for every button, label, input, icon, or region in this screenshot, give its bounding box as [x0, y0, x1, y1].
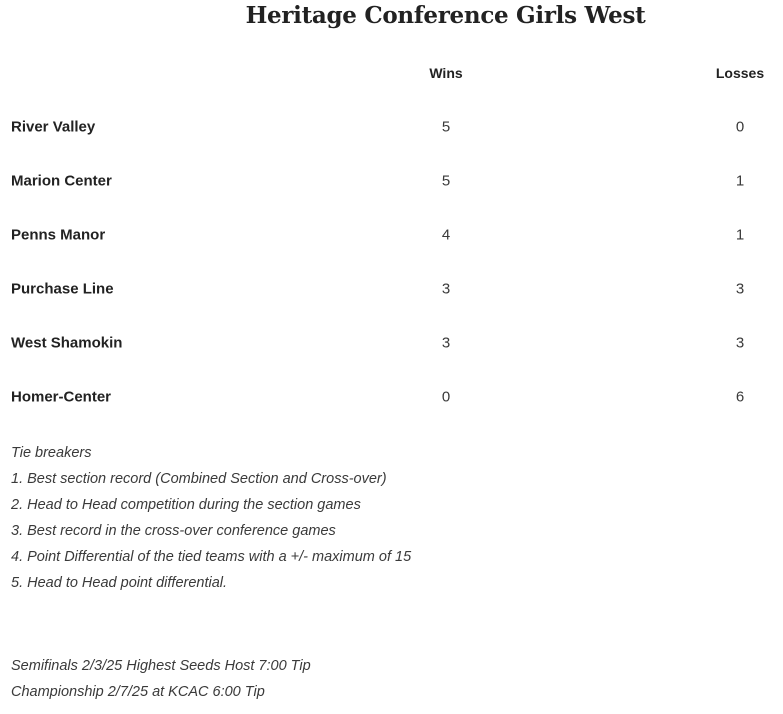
- losses-value: 1: [735, 172, 745, 190]
- page-title: Heritage Conference Girls West: [245, 2, 646, 29]
- tie-breaker-item: 4. Point Differential of the tied teams with a +/- maximum of 15: [11, 549, 412, 565]
- team-name: Marion Center: [11, 172, 112, 190]
- losses-value: 3: [735, 280, 745, 298]
- wins-value: 5: [441, 118, 451, 136]
- losses-value: 6: [735, 388, 745, 406]
- losses-value: 0: [735, 118, 745, 136]
- table-row: [0, 316, 783, 370]
- column-header-wins: Wins: [429, 65, 463, 81]
- wins-value: 3: [441, 280, 451, 298]
- wins-value: 0: [441, 388, 451, 406]
- tie-breaker-item: 3. Best record in the cross-over conference games: [11, 523, 336, 539]
- schedule-championship: Championship 2/7/25 at KCAC 6:00 Tip: [11, 684, 265, 700]
- table-row: [0, 208, 783, 262]
- table-row: [0, 262, 783, 316]
- table-row: [0, 370, 783, 424]
- losses-value: 1: [735, 226, 745, 244]
- table-header-row: [0, 46, 783, 100]
- team-name: Penns Manor: [11, 226, 106, 244]
- team-name: Purchase Line: [11, 280, 114, 298]
- tie-breaker-item: 1. Best section record (Combined Section and Cross-over): [11, 471, 387, 487]
- tie-breaker-item: 2. Head to Head competition during the section games: [11, 497, 361, 513]
- tie-breakers-section: [11, 440, 411, 596]
- table-row: [0, 154, 783, 208]
- team-name: Homer-Center: [11, 388, 112, 406]
- standings-table: [0, 46, 783, 424]
- team-name: West Shamokin: [11, 334, 123, 352]
- losses-value: 3: [735, 334, 745, 352]
- tie-breaker-item: 5. Head to Head point differential.: [11, 575, 228, 591]
- team-name: River Valley: [11, 118, 96, 136]
- schedule-section: [11, 653, 311, 705]
- wins-value: 4: [441, 226, 451, 244]
- wins-value: 3: [441, 334, 451, 352]
- tie-breakers-heading: Tie breakers: [11, 445, 92, 461]
- schedule-semifinals: Semifinals 2/3/25 Highest Seeds Host 7:00 Tip: [11, 658, 311, 674]
- table-row: [0, 100, 783, 154]
- column-header-losses: Losses: [715, 65, 765, 81]
- wins-value: 5: [441, 172, 451, 190]
